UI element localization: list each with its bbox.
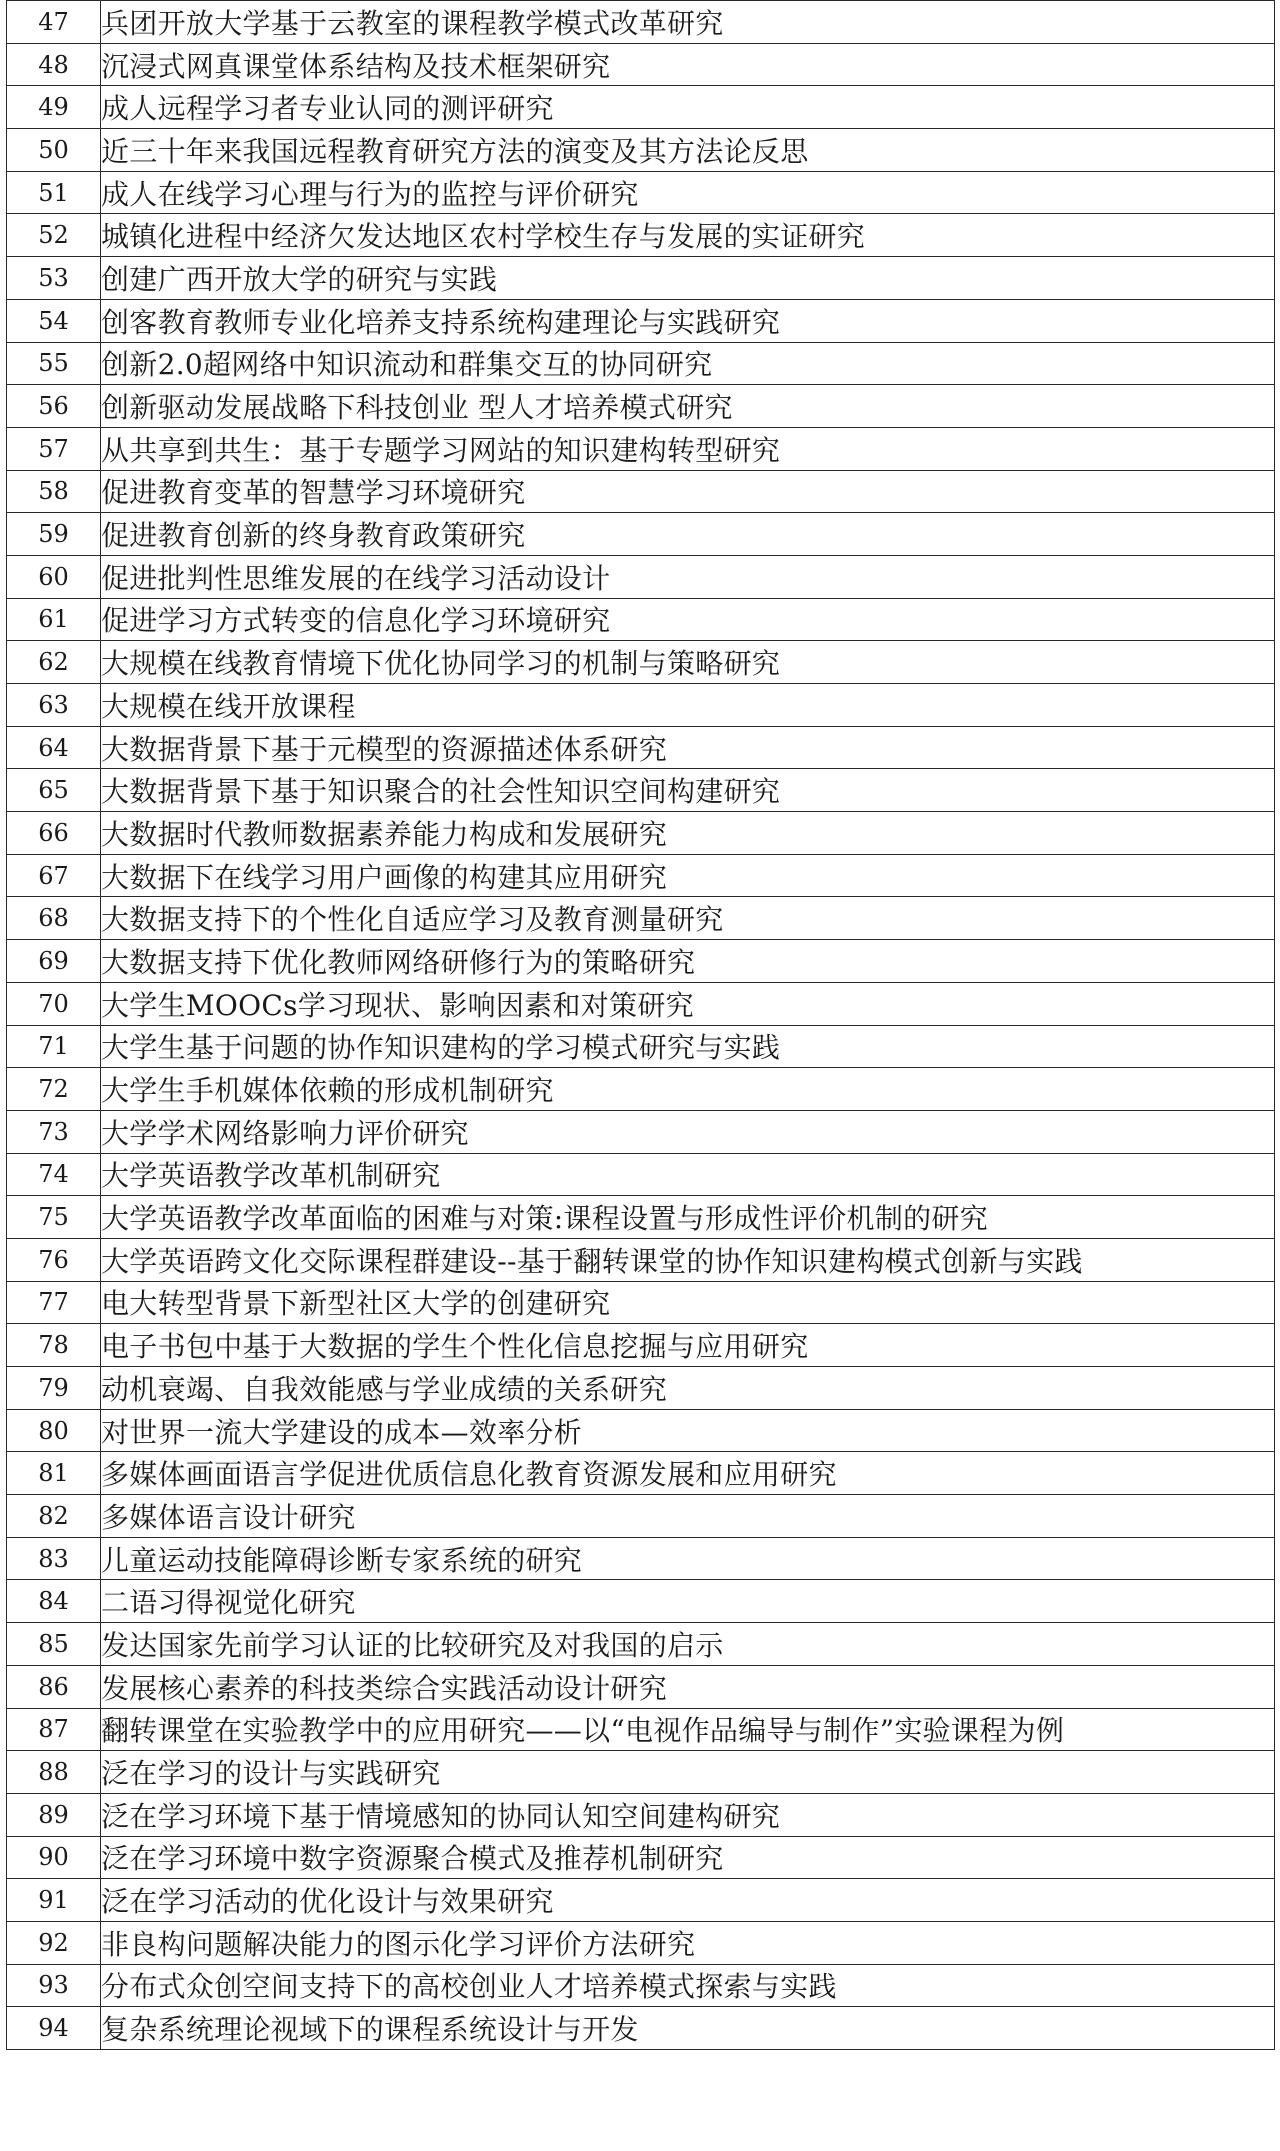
project-title: 大学学术网络影响力评价研究 <box>101 1110 1275 1153</box>
table-row <box>7 1665 1275 1708</box>
topic-table <box>6 0 1275 2050</box>
table-row <box>7 1367 1275 1410</box>
project-title: 电子书包中基于大数据的学生个性化信息挖掘与应用研究 <box>101 1324 1275 1367</box>
project-title: 二语习得视觉化研究 <box>101 1580 1275 1623</box>
project-title: 泛在学习环境下基于情境感知的协同认知空间建构研究 <box>101 1793 1275 1836</box>
project-title: 大规模在线教育情境下优化协同学习的机制与策略研究 <box>101 641 1275 684</box>
project-title: 大学生基于问题的协作知识建构的学习模式研究与实践 <box>101 1025 1275 1068</box>
row-number: 70 <box>7 982 101 1025</box>
table-row <box>7 1580 1275 1623</box>
project-title: 沉浸式网真课堂体系结构及技术框架研究 <box>101 43 1275 86</box>
table-row <box>7 1751 1275 1794</box>
row-number: 79 <box>7 1367 101 1410</box>
table-row <box>7 129 1275 172</box>
table-row <box>7 1409 1275 1452</box>
row-number: 47 <box>7 1 101 44</box>
row-number: 57 <box>7 427 101 470</box>
row-number: 65 <box>7 769 101 812</box>
project-title: 大数据背景下基于知识聚合的社会性知识空间构建研究 <box>101 769 1275 812</box>
project-title: 大数据时代教师数据素养能力构成和发展研究 <box>101 812 1275 855</box>
table-row <box>7 427 1275 470</box>
project-title: 泛在学习活动的优化设计与效果研究 <box>101 1879 1275 1922</box>
project-title: 大数据背景下基于元模型的资源描述体系研究 <box>101 726 1275 769</box>
table-row <box>7 940 1275 983</box>
project-title: 创建广西开放大学的研究与实践 <box>101 257 1275 300</box>
row-number: 69 <box>7 940 101 983</box>
table-row <box>7 1495 1275 1538</box>
row-number: 56 <box>7 385 101 428</box>
table-row <box>7 812 1275 855</box>
topic-list-sheet <box>6 0 1274 2050</box>
topic-table-body <box>7 1 1275 2050</box>
row-number: 67 <box>7 854 101 897</box>
row-number: 92 <box>7 1921 101 1964</box>
table-row <box>7 299 1275 342</box>
table-row <box>7 1068 1275 1111</box>
project-title: 促进教育创新的终身教育政策研究 <box>101 513 1275 556</box>
row-number: 93 <box>7 1964 101 2007</box>
project-title: 泛在学习环境中数字资源聚合模式及推荐机制研究 <box>101 1836 1275 1879</box>
row-number: 59 <box>7 513 101 556</box>
table-row <box>7 726 1275 769</box>
table-row <box>7 1836 1275 1879</box>
project-title: 促进学习方式转变的信息化学习环境研究 <box>101 598 1275 641</box>
table-row <box>7 1238 1275 1281</box>
row-number: 87 <box>7 1708 101 1751</box>
project-title: 城镇化进程中经济欠发达地区农村学校生存与发展的实证研究 <box>101 214 1275 257</box>
table-row <box>7 1281 1275 1324</box>
row-number: 82 <box>7 1495 101 1538</box>
table-row <box>7 769 1275 812</box>
row-number: 61 <box>7 598 101 641</box>
table-row <box>7 1324 1275 1367</box>
table-row <box>7 1623 1275 1666</box>
project-title: 多媒体语言设计研究 <box>101 1495 1275 1538</box>
project-title: 发达国家先前学习认证的比较研究及对我国的启示 <box>101 1623 1275 1666</box>
row-number: 84 <box>7 1580 101 1623</box>
row-number: 71 <box>7 1025 101 1068</box>
table-row <box>7 214 1275 257</box>
row-number: 51 <box>7 171 101 214</box>
row-number: 85 <box>7 1623 101 1666</box>
row-number: 54 <box>7 299 101 342</box>
table-row <box>7 1025 1275 1068</box>
table-row <box>7 385 1275 428</box>
table-row <box>7 257 1275 300</box>
row-number: 63 <box>7 684 101 727</box>
table-row <box>7 342 1275 385</box>
project-title: 近三十年来我国远程教育研究方法的演变及其方法论反思 <box>101 129 1275 172</box>
table-row <box>7 1708 1275 1751</box>
table-row <box>7 470 1275 513</box>
project-title: 儿童运动技能障碍诊断专家系统的研究 <box>101 1537 1275 1580</box>
project-title: 促进批判性思维发展的在线学习活动设计 <box>101 555 1275 598</box>
table-row <box>7 854 1275 897</box>
table-row <box>7 897 1275 940</box>
table-row <box>7 1879 1275 1922</box>
table-row <box>7 1793 1275 1836</box>
table-row <box>7 1964 1275 2007</box>
project-title: 从共享到共生：基于专题学习网站的知识建构转型研究 <box>101 427 1275 470</box>
row-number: 50 <box>7 129 101 172</box>
row-number: 60 <box>7 555 101 598</box>
row-number: 52 <box>7 214 101 257</box>
project-title: 创新2.0超网络中知识流动和群集交互的协同研究 <box>101 342 1275 385</box>
project-title: 电大转型背景下新型社区大学的创建研究 <box>101 1281 1275 1324</box>
project-title: 大数据支持下的个性化自适应学习及教育测量研究 <box>101 897 1275 940</box>
row-number: 80 <box>7 1409 101 1452</box>
table-row <box>7 1921 1275 1964</box>
project-title: 翻转课堂在实验教学中的应用研究——以“电视作品编导与制作”实验课程为例 <box>101 1708 1275 1751</box>
project-title: 大学生手机媒体依赖的形成机制研究 <box>101 1068 1275 1111</box>
project-title: 大学英语跨文化交际课程群建设--基于翻转课堂的协作知识建构模式创新与实践 <box>101 1238 1275 1281</box>
project-title: 多媒体画面语言学促进优质信息化教育资源发展和应用研究 <box>101 1452 1275 1495</box>
project-title: 创客教育教师专业化培养支持系统构建理论与实践研究 <box>101 299 1275 342</box>
table-row <box>7 684 1275 727</box>
table-row <box>7 641 1275 684</box>
table-row <box>7 1 1275 44</box>
table-row <box>7 43 1275 86</box>
project-title: 泛在学习的设计与实践研究 <box>101 1751 1275 1794</box>
project-title: 大数据下在线学习用户画像的构建其应用研究 <box>101 854 1275 897</box>
project-title: 对世界一流大学建设的成本—效率分析 <box>101 1409 1275 1452</box>
row-number: 53 <box>7 257 101 300</box>
row-number: 66 <box>7 812 101 855</box>
project-title: 非良构问题解决能力的图示化学习评价方法研究 <box>101 1921 1275 1964</box>
project-title: 大学英语教学改革面临的困难与对策:课程设置与形成性评价机制的研究 <box>101 1196 1275 1239</box>
row-number: 68 <box>7 897 101 940</box>
row-number: 90 <box>7 1836 101 1879</box>
project-title: 分布式众创空间支持下的高校创业人才培养模式探索与实践 <box>101 1964 1275 2007</box>
row-number: 89 <box>7 1793 101 1836</box>
project-title: 大规模在线开放课程 <box>101 684 1275 727</box>
row-number: 62 <box>7 641 101 684</box>
project-title: 成人在线学习心理与行为的监控与评价研究 <box>101 171 1275 214</box>
table-row <box>7 555 1275 598</box>
table-row <box>7 598 1275 641</box>
project-title: 动机衰竭、自我效能感与学业成绩的关系研究 <box>101 1367 1275 1410</box>
row-number: 91 <box>7 1879 101 1922</box>
table-row <box>7 1537 1275 1580</box>
table-row <box>7 171 1275 214</box>
row-number: 74 <box>7 1153 101 1196</box>
project-title: 复杂系统理论视域下的课程系统设计与开发 <box>101 2007 1275 2050</box>
table-row <box>7 2007 1275 2050</box>
row-number: 64 <box>7 726 101 769</box>
row-number: 81 <box>7 1452 101 1495</box>
table-row <box>7 513 1275 556</box>
row-number: 76 <box>7 1238 101 1281</box>
row-number: 49 <box>7 86 101 129</box>
table-row <box>7 1196 1275 1239</box>
row-number: 83 <box>7 1537 101 1580</box>
table-row <box>7 1452 1275 1495</box>
row-number: 55 <box>7 342 101 385</box>
table-row <box>7 86 1275 129</box>
table-row <box>7 1153 1275 1196</box>
row-number: 94 <box>7 2007 101 2050</box>
table-row <box>7 1110 1275 1153</box>
project-title: 创新驱动发展战略下科技创业 型人才培养模式研究 <box>101 385 1275 428</box>
row-number: 86 <box>7 1665 101 1708</box>
project-title: 兵团开放大学基于云教室的课程教学模式改革研究 <box>101 1 1275 44</box>
table-row <box>7 982 1275 1025</box>
row-number: 78 <box>7 1324 101 1367</box>
project-title: 成人远程学习者专业认同的测评研究 <box>101 86 1275 129</box>
row-number: 75 <box>7 1196 101 1239</box>
row-number: 58 <box>7 470 101 513</box>
row-number: 72 <box>7 1068 101 1111</box>
row-number: 73 <box>7 1110 101 1153</box>
row-number: 48 <box>7 43 101 86</box>
project-title: 大数据支持下优化教师网络研修行为的策略研究 <box>101 940 1275 983</box>
row-number: 77 <box>7 1281 101 1324</box>
project-title: 大学生MOOCs学习现状、影响因素和对策研究 <box>101 982 1275 1025</box>
project-title: 发展核心素养的科技类综合实践活动设计研究 <box>101 1665 1275 1708</box>
project-title: 大学英语教学改革机制研究 <box>101 1153 1275 1196</box>
project-title: 促进教育变革的智慧学习环境研究 <box>101 470 1275 513</box>
row-number: 88 <box>7 1751 101 1794</box>
